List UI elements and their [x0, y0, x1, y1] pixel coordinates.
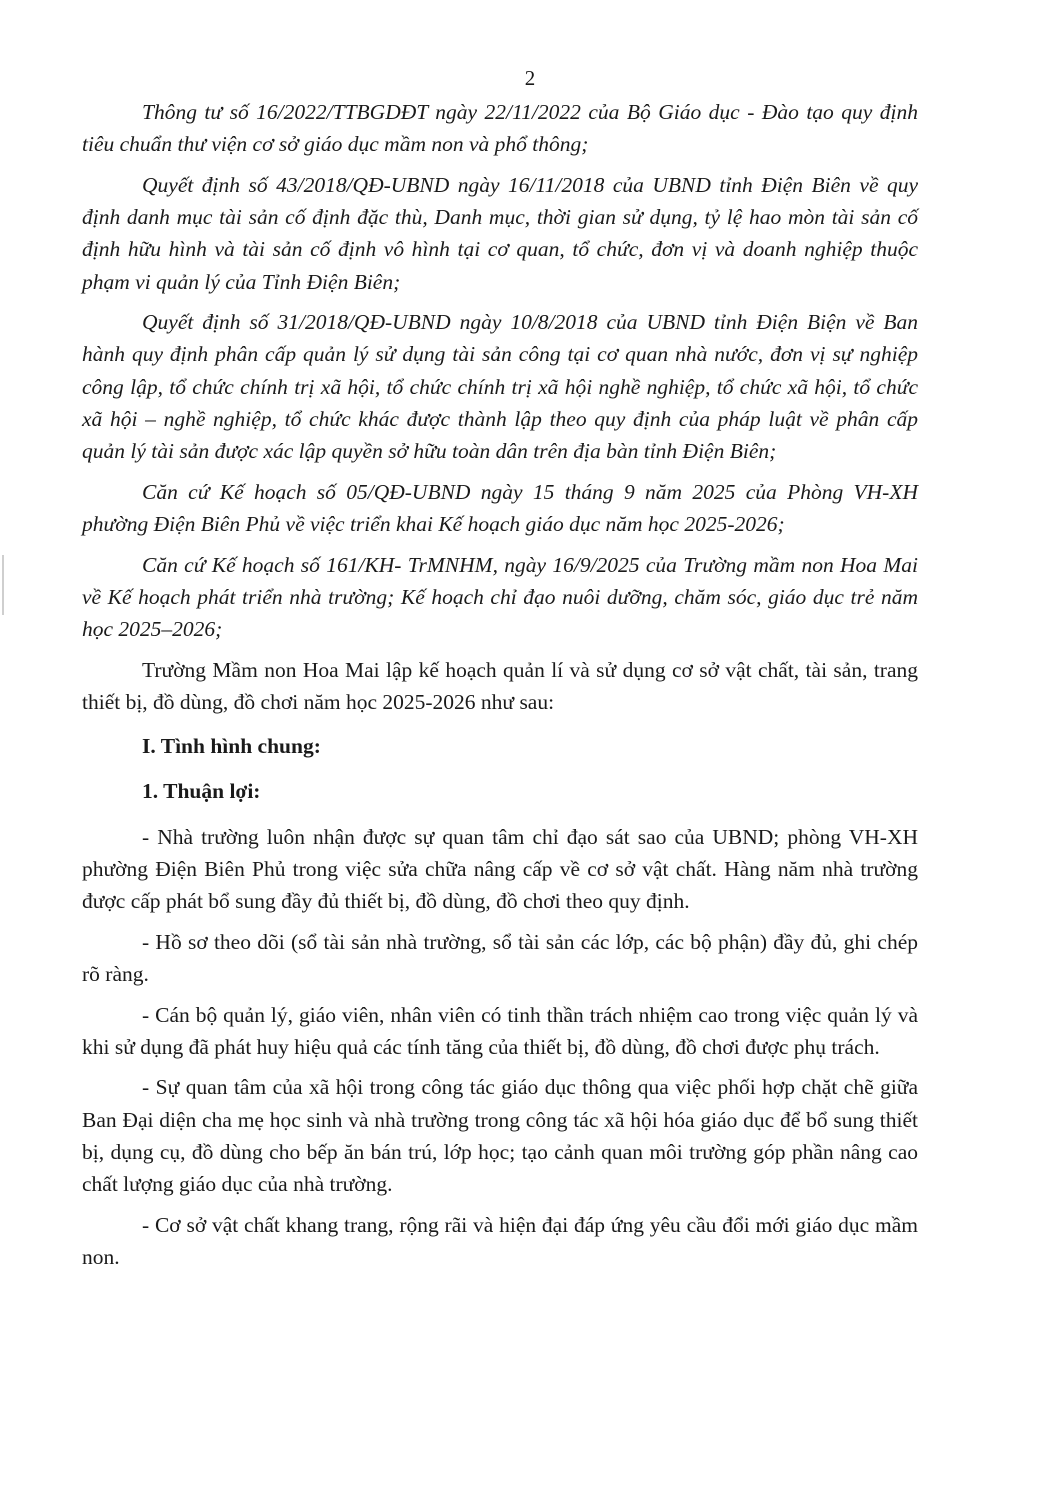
document-body	[82, 96, 918, 1282]
section-heading-general-situation: I. Tình hình chung:	[142, 734, 321, 759]
advantage-item: - Hồ sơ theo dõi (sổ tài sản nhà trường, sổ tài sản các lớp, các bộ phận) đầy đủ, ghi chép rõ ràng.	[82, 929, 918, 986]
legal-basis-plan-05: Căn cứ Kế hoạch số 05/QĐ-UBND ngày 15 tháng 9 năm 2025 của Phòng VH-XH phường Điện Biên Phủ về việc triển khai Kế hoạch giáo dục năm học 2025-2026;	[82, 479, 918, 536]
advantage-item: - Sự quan tâm của xã hội trong công tác giáo dục thông qua việc phối hợp chặt chẽ giữa Ban Đại diện cha mẹ học sinh và nhà trường trong công tác xã hội hóa giáo dục để bổ sung thiết bị, dụng cụ, đồ dùng cho bếp ăn bán trú, lớp học; tạo cảnh quan môi trường góp phần nâng cao chất lượng giáo dục của nhà trường.	[82, 1075, 918, 1197]
page-number: 2	[524, 66, 536, 90]
advantage-item: - Cơ sở vật chất khang trang, rộng rãi và hiện đại đáp ứng yêu cầu đổi mới giáo dục mầm non.	[82, 1212, 918, 1269]
intro-paragraph: Trường Mầm non Hoa Mai lập kế hoạch quản lí và sử dụng cơ sở vật chất, tài sản, trang thiết bị, đồ dùng, đồ chơi năm học 2025-2026 như sau:	[82, 657, 918, 714]
advantage-item: - Nhà trường luôn nhận được sự quan tâm chỉ đạo sát sao của UBND; phòng VH-XH phường Điện Biên Phủ trong việc sửa chữa nâng cấp về cơ sở vật chất. Hàng năm nhà trường được cấp phát bổ sung đầy đủ thiết bị, đồ dùng, đồ chơi theo quy định.	[82, 824, 918, 913]
legal-basis-plan-161: Căn cứ Kế hoạch số 161/KH- TrMNHM, ngày 16/9/2025 của Trường mầm non Hoa Mai về Kế hoạch phát triển nhà trường; Kế hoạch chỉ đạo nuôi dưỡng, chăm sóc, giáo dục trẻ năm học 2025–2026;	[82, 552, 918, 642]
legal-basis-circular-16: Thông tư số 16/2022/TTBGDĐT ngày 22/11/2022 của Bộ Giáo dục - Đào tạo quy định tiêu chuẩn thư viện cơ sở giáo dục mầm non và phổ thông;	[82, 100, 918, 157]
legal-basis-decision-31: Quyết định số 31/2018/QĐ-UBND ngày 10/8/2018 của UBND tỉnh Điện Biện về Ban hành quy định phân cấp quản lý sử dụng tài sản công tại cơ quan nhà nước, đơn vị sự nghiệp công lập, tổ chức chính trị xã hội, tổ chức chính trị xã hội nghề nghiệp, tổ chức xã hội, tổ chức xã hội – nghề nghiệp, tổ chức khác được thành lập theo quy định của pháp luật về phân cấp quản lý tài sản được xác lập quyền sở hữu toàn dân trên địa bàn tỉnh Điện Biên;	[82, 310, 918, 464]
subsection-heading-advantages: 1. Thuận lợi:	[142, 779, 261, 804]
scan-edge-mark	[2, 555, 4, 615]
legal-basis-decision-43: Quyết định số 43/2018/QĐ-UBND ngày 16/11/2018 của UBND tỉnh Điện Biên về quy định danh mục tài sản cố định đặc thù, Danh mục, thời gian sử dụng, tỷ lệ hao mòn tài sản cố định hữu hình và tài sản cố định vô hình tại cơ quan, tổ chức, đơn vị và doanh nghiệp thuộc phạm vi quản lý của Tỉnh Điện Biên;	[82, 172, 918, 294]
advantage-item: - Cán bộ quản lý, giáo viên, nhân viên có tinh thần trách nhiệm cao trong việc quản lý và khi sử dụng đã phát huy hiệu quả các tính tăng của thiết bị, đồ dùng, đồ chơi được phụ trách.	[82, 1002, 918, 1059]
